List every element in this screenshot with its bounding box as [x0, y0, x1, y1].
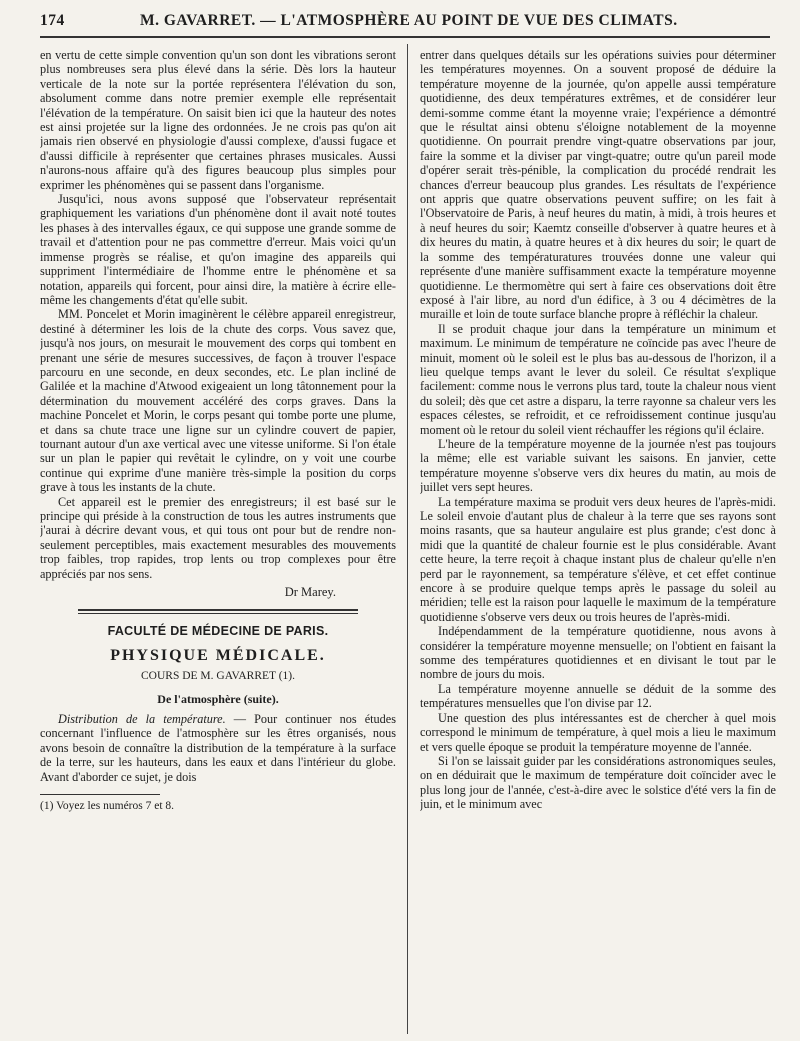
column-divider	[407, 44, 408, 1034]
paragraph: Une question des plus intéressantes est de chercher à quel mois correspond le minimum de température, à quel mois a lieu le maximum et vers quelle époque se produit la température moyenne de l'année.	[420, 710, 776, 754]
paragraph: La température moyenne annuelle se déduit de la somme des températures mensuelles que l'on divise par 12.	[420, 681, 776, 711]
running-title: M. GAVARRET. — L'ATMOSPHÈRE AU POINT DE VUE DES CLIMATS.	[140, 12, 678, 29]
paragraph: MM. Poncelet et Morin imaginèrent le célèbre appareil enregistreur, destiné à déterminer les lois de la chute des corps. Vous savez que, jusqu'à nos jours, on mesurait le mouvement des corps qui tombent en prenant une série de mesures successives, de façon à trouver l'espace parcouru en une seconde, en deux secondes, etc. Le plan incliné de Galilée et la machine d'Atwood exigeaient un long tâtonnement pour la détermination du mouvement accéléré des corps graves. Dans la machine Poncelet et Morin, le corps pesant qui tombe porte une plume, et dans sa chute trace une ligne sur un cylindre couvert de papier, tournant autour d'un axe vertical avec une vitesse uniforme. Si l'on étale sur un plan le papier qui revêtait le cylindre, on y voit une courbe continue qui exprime d'une manière très-simple la position du corps grave à tous les instants de la chute.	[40, 307, 396, 495]
page-number: 174	[40, 12, 65, 29]
left-column	[40, 48, 396, 1038]
page-header	[40, 12, 770, 34]
author-signature: Dr Marey.	[284, 585, 336, 600]
paragraph: Jusqu'ici, nous avons supposé que l'observateur représentait graphiquement les variations d'un phénomène dont il avait noté toutes les phases à des intervalles égaux, ce qui suppose une grande somme de travail et d'attention pour ne pas commettre d'erreur. Mais voici qu'un immense progrès se réalise, et qu'on imagine des appareils qui suppriment l'intermédiaire de l'homme entre le phénomène et sa notation, appareils qui forcent, pour ainsi dire, la matière à écrire elle-même les changements d'état qu'elle subit.	[40, 192, 396, 307]
section-separator	[78, 609, 358, 614]
paragraph-lead: Distribution de la température.	[58, 712, 226, 727]
footnote: (1) Voyez les numéros 7 et 8.	[40, 800, 175, 813]
right-column	[420, 48, 776, 1038]
header-rule	[40, 36, 770, 38]
paragraph	[40, 712, 396, 784]
paragraph: entrer dans quelques détails sur les opérations suivies pour déterminer les températures moyennes. On a souvent proposé de déduire la température moyenne de la journée, qu'on appelle aussi température quotidienne, des deux températures extrêmes, et de considérer leur demi-somme comme étant la moyenne vraie; l'expérience a démontré que le résultat ainsi obtenu s'éloigne notablement de la moyenne quotidienne. On pourrait prendre vingt-quatre observations par jour, faire la somme et la diviser par vingt-quatre; outre qu'un pareil mode d'opérer serait très-pénible, la complication du procédé rendrait les chances d'erreur beaucoup plus grandes. Les résultats de l'expérience ont appris que quatre observations peuvent suffire; on les fait à l'Observatoire de Paris, à neuf heures du matin, à midi, à trois heures et à neuf heures du soir; Kaemtz conseille d'observer à quatre heures et à dix heures du matin, à quatre heures et à dix heures du soir; le quart de la somme des températuratures trouvées donne une valeur qui représente d'une manière suffisamment exacte la température moyenne quotidienne. Le thermomètre qui sert à faire ces observations doit être exposé à l'air libre, au nord d'un édifice, à 3 ou 4 décimètres de la muraille et loin de toute surface blanche propre à réfléchir la chaleur.	[420, 48, 776, 322]
section-title: PHYSIQUE MÉDICALE.	[110, 646, 326, 664]
paragraph: Il se produit chaque jour dans la température un minimum et maximum. Le minimum de température ne coïncide pas avec l'heure de minuit, moment où le soleil est le plus bas au-dessous de l'horizon, il a lieu quelque temps avant le lever du soleil. Ce résultat s'explique facilement: comme nous le verrons plus tard, toute la chaleur nous vient du soleil; dès que cet astre a disparu, la terre rayonne sa chaleur vers les espaces célestes, se refroidit, et ce refroidissement continue jusqu'au moment où le retour du soleil vient réchauffer les régions qu'il éclaire.	[420, 321, 776, 437]
paragraph: Cet appareil est le premier des enregistreurs; il est basé sur le principe qui préside à la construction de tous les autres instruments que j'aurai à décrire devant vous, et qui tous ont pour but de rendre non-seulement perceptibles, mais exactement mesurables des mouvements trop faibles, trop rapides, trop lents ou trop complexes pour être appréciés par nos sens.	[40, 494, 396, 581]
paragraph-text: — Pour continuer nos études concernant l'influence de l'atmosphère sur les êtres organisés, nous avons besoin de connaître la distribution de la température à la surface de la terre, sur les hauteurs, dans les eaux et dans l'intérieur du globe. Avant d'aborder ce sujet, je dois	[40, 712, 396, 784]
footnote-rule	[40, 794, 160, 795]
paragraph: Si l'on se laissait guider par les considérations astronomiques seules, on en déduirait que le maximum de température doit coïncider avec le plus long jour de l'année, c'est-à-dire avec le solstice d'été vers la fin de juin, et le minimum avec	[420, 753, 776, 812]
paragraph: en vertu de cette simple convention qu'un son dont les vibrations seront plus nombreuses sera plus élevé dans la série. Dès lors la hauteur verticale de la note sur la portée représentera l'élévation du son, absolument comme dans notre premier exemple elle représentait l'élévation de la température. On saisit bien ici que la hauteur des notes est ainsi projetée sur la ligne des ordonnées. Je ne crois pas qu'on ait jamais rien observé en physiologie d'aussi complexe, d'aussi fugace et d'aussi difficile à représenter que certaines phrases musicales. Aussi n'aurons-nous affaire qu'à des figures beaucoup plus simples pour exprimer les phénomènes qui se passent dans l'organisme.	[40, 48, 396, 192]
paragraph: La température maxima se produit vers deux heures de l'après-midi. Le soleil envoie d'autant plus de chaleur à la terre que ses rayons sont moins rasants, que sa hauteur angulaire est plus grande; c'est donc à midi que la quantité de chaleur fournie est le plus considérable. Avant cette heure, la terre reçoit à chaque instant plus de chaleur qu'elle n'en perd par le rayonnement, sa température s'élève, et cet effet continue encore à se produire quelque temps après le passage du soleil au méridien; telle est la raison pour laquelle le maximum de la température quotidienne s'observe vers deux ou trois heures de l'après-midi.	[420, 494, 776, 624]
course-line: COURS DE M. GAVARRET (1).	[141, 670, 295, 683]
subheading: De l'atmosphère (suite).	[157, 691, 279, 706]
paragraph: Indépendamment de la température quotidienne, nous avons à considérer la température moyenne mensuelle; on l'obtient en faisant la somme des températures quotidiennes et en divisant le tout par le nombre de jours du mois.	[420, 624, 776, 682]
section-heading: FACULTÉ DE MÉDECINE DE PARIS.	[107, 624, 329, 639]
paragraph: L'heure de la température moyenne de la journée n'est pas toujours la même; elle est variable suivant les saisons. En janvier, cette température moyenne s'observe vers dix heures du matin, au mois de juillet vers sept heures.	[420, 436, 776, 495]
